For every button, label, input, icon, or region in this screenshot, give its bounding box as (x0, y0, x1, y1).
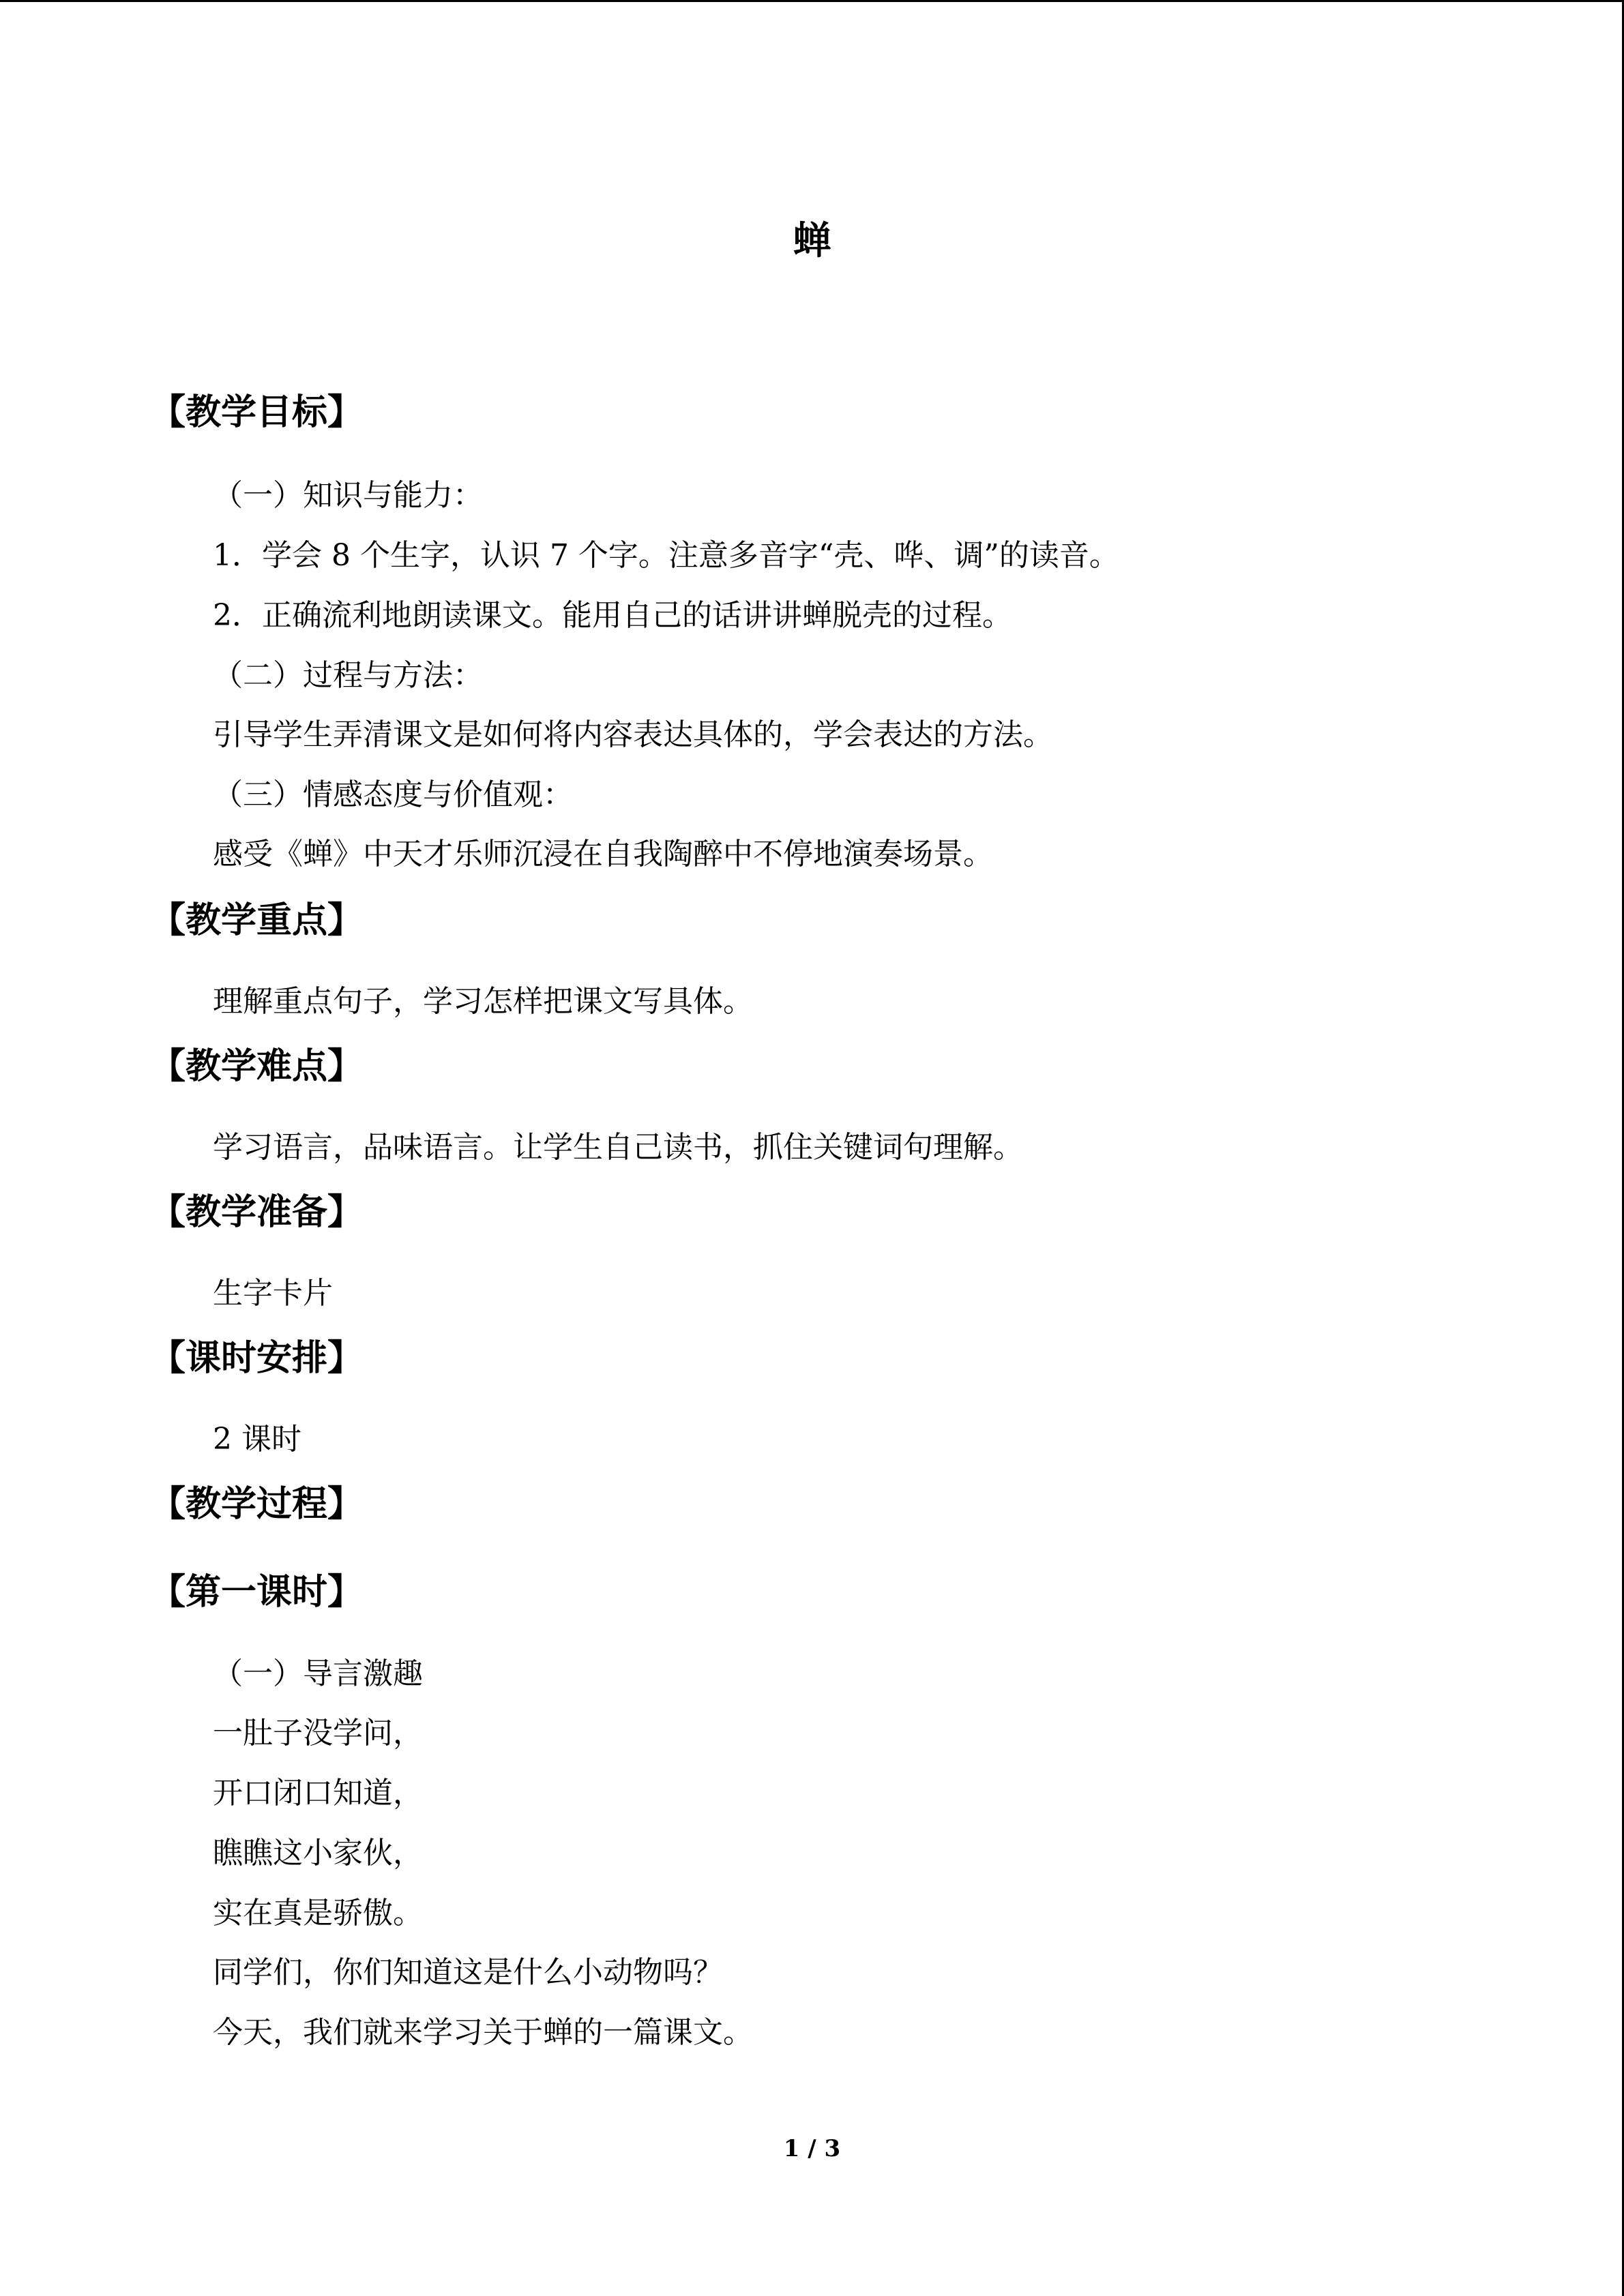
goals-subheading-emotion: （三）情感态度与价值观： (213, 777, 573, 812)
heading-difficulties: 【教学难点】 (150, 1045, 364, 1087)
lesson-question-line: 同学们，你们知道这是什么小动物吗？ (213, 1955, 723, 1990)
preparation-text: 生字卡片 (213, 1276, 333, 1311)
page-number: 1 / 3 (783, 2135, 841, 2162)
heading-key-points: 【教学重点】 (150, 899, 364, 941)
goals-subheading-process: （二）过程与方法： (213, 658, 483, 693)
heading-preparation: 【教学准备】 (150, 1191, 364, 1233)
schedule-text: 2 课时 (213, 1422, 301, 1457)
heading-schedule: 【课时安排】 (150, 1337, 364, 1379)
riddle-line-4: 实在真是骄傲。 (213, 1896, 423, 1930)
heading-first-lesson: 【第一课时】 (150, 1571, 364, 1613)
first-lesson-subheading: （一）导言激趣 (213, 1656, 423, 1691)
heading-teaching-process: 【教学过程】 (150, 1483, 364, 1525)
key-points-text: 理解重点句子，学习怎样把课文写具体。 (213, 984, 753, 1019)
goals-item-2: 2．正确流利地朗读课文。能用自己的话讲讲蝉脱壳的过程。 (213, 598, 1012, 633)
difficulties-text: 学习语言，品味语言。让学生自己读书，抓住关键词句理解。 (213, 1130, 1023, 1165)
heading-teaching-goals: 【教学目标】 (150, 391, 364, 433)
page-border-top (0, 0, 1624, 2)
goals-subheading-knowledge: （一）知识与能力： (213, 478, 483, 513)
goals-emotion-text: 感受《蝉》中天才乐师沉浸在自我陶醉中不停地演奏场景。 (213, 837, 993, 871)
goals-method-text: 引导学生弄清课文是如何将内容表达具体的，学会表达的方法。 (213, 717, 1053, 752)
riddle-line-1: 一肚子没学问， (213, 1716, 423, 1750)
lesson-intro-line: 今天，我们就来学习关于蝉的一篇课文。 (213, 2015, 753, 2050)
goals-item-1: 1．学会 8 个生字，认识 7 个字。注意多音字“壳、哗、调”的读音。 (213, 538, 1119, 573)
riddle-line-3: 瞧瞧这小家伙， (213, 1836, 423, 1870)
riddle-line-2: 开口闭口知道， (213, 1776, 423, 1810)
document-title: 蝉 (793, 218, 831, 263)
